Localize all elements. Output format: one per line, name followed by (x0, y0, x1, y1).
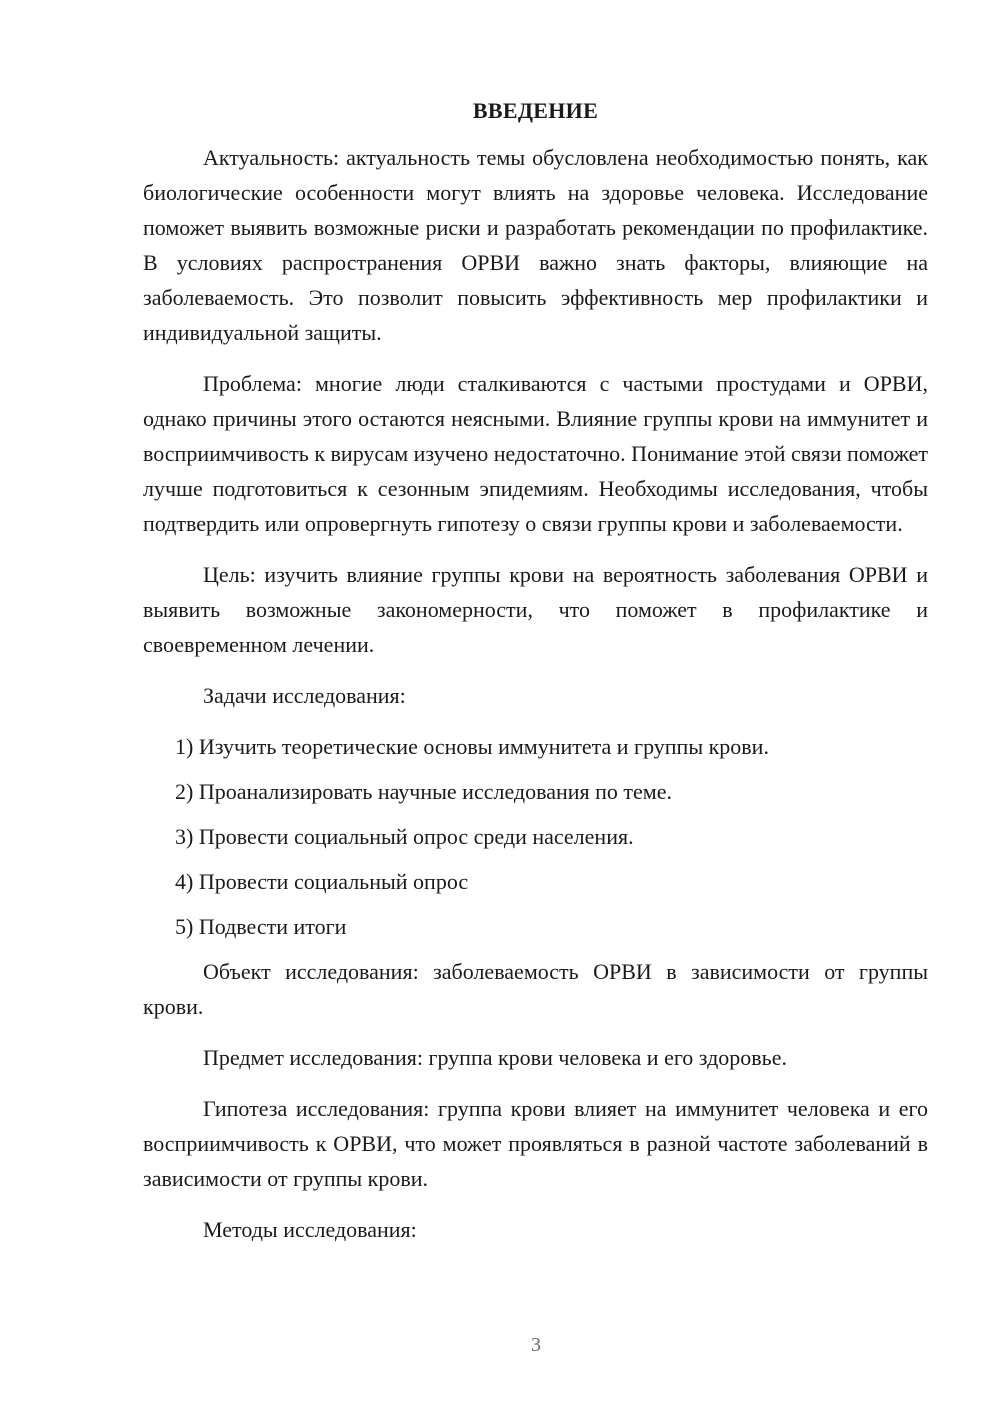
tasks-heading: Задачи исследования: (203, 683, 406, 708)
task-item-5: 5) Подвести итоги (175, 914, 347, 939)
paragraph-subject: Предмет исследования: группа крови человека и его здоровье. (203, 1045, 787, 1070)
task-item-3: 3) Провести социальный опрос среди населения. (175, 824, 634, 849)
task-item-2: 2) Проанализировать научные исследования по теме. (175, 779, 672, 804)
paragraph-goal: Цель: изучить влияние группы крови на вероятность заболевания ОРВИ и выявить возможные закономерности, что поможет в профилактике и своевременном лечении. (143, 562, 928, 657)
paragraph-relevance: Актуальность: актуальность темы обусловлена необходимостью понять, как биологические особенности могут влиять на здоровье человека. Исследование поможет выявить возможные риски и разработать рекомендации по профилактике. В условиях распространения ОРВИ важно знать факторы, влияющие на заболеваемость. Это позволит повысить эффективность мер профилактики и индивидуальной защиты. (143, 145, 928, 345)
paragraph-methods: Методы исследования: (203, 1217, 417, 1242)
page-title: ВВЕДЕНИЕ (472, 98, 599, 123)
task-item-4: 4) Провести социальный опрос (175, 869, 469, 894)
task-list (143, 729, 928, 944)
paragraph-hypothesis: Гипотеза исследования: группа крови влияет на иммунитет человека и его восприимчивость к ОРВИ, что может проявляться в разной частоте заболеваний в зависимости от группы крови. (143, 1096, 928, 1191)
document-page (143, 96, 928, 1263)
task-item-1: 1) Изучить теоретические основы иммунитета и группы крови. (175, 734, 769, 759)
page-number: 3 (531, 1334, 541, 1356)
paragraph-problem: Проблема: многие люди сталкиваются с частыми простудами и ОРВИ, однако причины этого остаются неясными. Влияние группы крови на иммунитет и восприимчивость к вирусам изучено недостаточно. Понимание этой связи поможет лучше подготовиться к сезонным эпидемиям. Необходимы исследования, чтобы подтвердить или опровергнуть гипотезу о связи группы крови и заболеваемости. (143, 371, 928, 536)
paragraph-object: Объект исследования: заболеваемость ОРВИ в зависимости от группы крови. (143, 959, 928, 1019)
